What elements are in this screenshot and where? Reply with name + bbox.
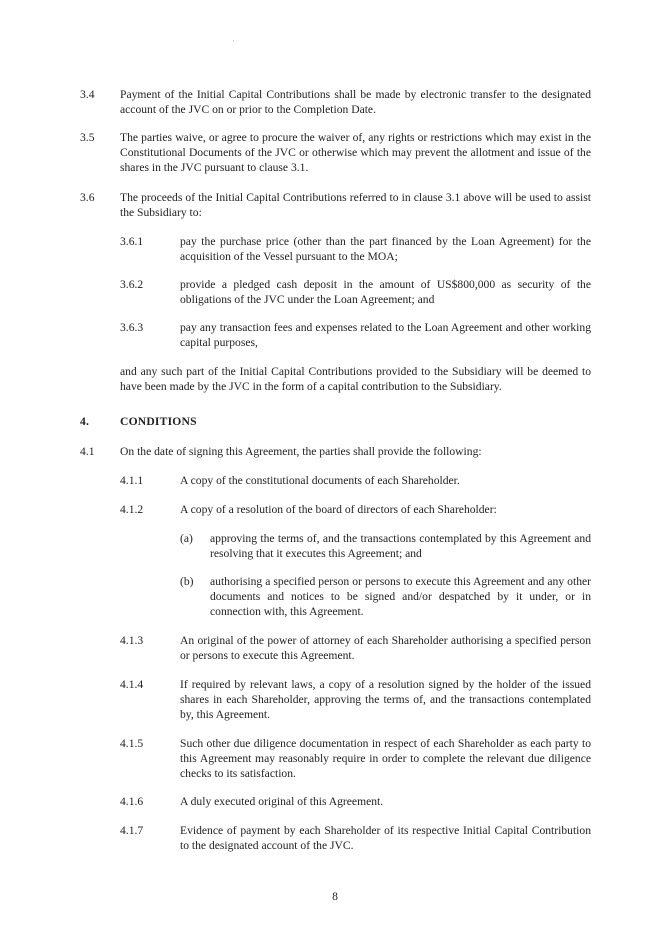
scan-speck xyxy=(233,40,234,41)
clause-text: A duly executed original of this Agreement. xyxy=(180,795,384,808)
sub-clause-label: (b) xyxy=(180,575,194,588)
clause-number: 3.6.3 xyxy=(120,321,144,334)
clause-text: provide a pledged cash deposit in the amount of US$800,000 as security of the obligations of the JVC under the Loan Agreement; and xyxy=(180,278,591,306)
page-number: 8 xyxy=(332,890,338,903)
clause-text: Payment of the Initial Capital Contributions shall be made by electronic transfer to the designated account of the JVC on or prior to the Completion Date. xyxy=(120,88,591,116)
clause-text: A copy of a resolution of the board of directors of each Shareholder: xyxy=(180,503,497,516)
clause-text: A copy of the constitutional documents of each Shareholder. xyxy=(180,474,460,487)
clause-text: An original of the power of attorney of each Shareholder authorising a specified person or persons to execute this Agreement. xyxy=(180,634,591,662)
clause-text: Such other due diligence documentation in respect of each Shareholder as each party to this Agreement may reasonably require in order to complete the relevant due diligence checks to its satisfaction. xyxy=(180,737,591,780)
section-number: 4. xyxy=(80,415,90,428)
clause-number: 4.1.3 xyxy=(120,634,144,647)
continuation-paragraph: and any such part of the Initial Capital Contributions provided to the Subsidiary will be deemed to have been made by the JVC in the form of a capital contribution to the Subsidiary. xyxy=(120,365,591,393)
clause-number: 4.1.5 xyxy=(120,737,144,750)
clause-number: 4.1.7 xyxy=(120,824,144,837)
clause-number: 4.1.4 xyxy=(120,678,144,691)
clause-number: 3.6.2 xyxy=(120,278,144,291)
clause-text: The parties waive, or agree to procure the waiver of, any rights or restrictions which may exist in the Constitutional Documents of the JVC or otherwise which may prevent the allotment and issue of the shares in the JVC pursuant to clause 3.1. xyxy=(120,131,591,174)
clause-number: 4.1.1 xyxy=(120,474,144,487)
sub-clause-text: approving the terms of, and the transactions contemplated by this Agreement and resolving that it executes this Agreement; and xyxy=(210,532,591,560)
clause-text: On the date of signing this Agreement, the parties shall provide the following: xyxy=(120,445,482,458)
clause-text: If required by relevant laws, a copy of a resolution signed by the holder of the issued shares in each Shareholder, approving the terms of, and the transactions contemplated by, this Agreement. xyxy=(180,678,591,721)
clause-text: pay any transaction fees and expenses related to the Loan Agreement and other working capital purposes, xyxy=(180,321,591,349)
clause-number: 3.5 xyxy=(80,131,95,144)
clause-number: 4.1.2 xyxy=(120,503,144,516)
clause-text: pay the purchase price (other than the part financed by the Loan Agreement) for the acquisition of the Vessel pursuant to the MOA; xyxy=(180,235,591,263)
sub-clause-label: (a) xyxy=(180,532,193,545)
clause-text: Evidence of payment by each Shareholder of its respective Initial Capital Contribution to the designated account of the JVC. xyxy=(180,824,591,852)
clause-text: The proceeds of the Initial Capital Contributions referred to in clause 3.1 above will be used to assist the Subsidiary to: xyxy=(120,191,591,219)
clause-number: 4.1.6 xyxy=(120,795,144,808)
clause-number: 3.6 xyxy=(80,191,95,204)
section-title: CONDITIONS xyxy=(120,415,197,428)
sub-clause-text: authorising a specified person or persons to execute this Agreement and any other documents and notices to be signed and/or despatched by it under, or in connection with, this Agreement. xyxy=(210,575,591,618)
clause-number: 3.4 xyxy=(80,88,95,101)
clause-number: 4.1 xyxy=(80,445,95,458)
clause-number: 3.6.1 xyxy=(120,235,144,248)
